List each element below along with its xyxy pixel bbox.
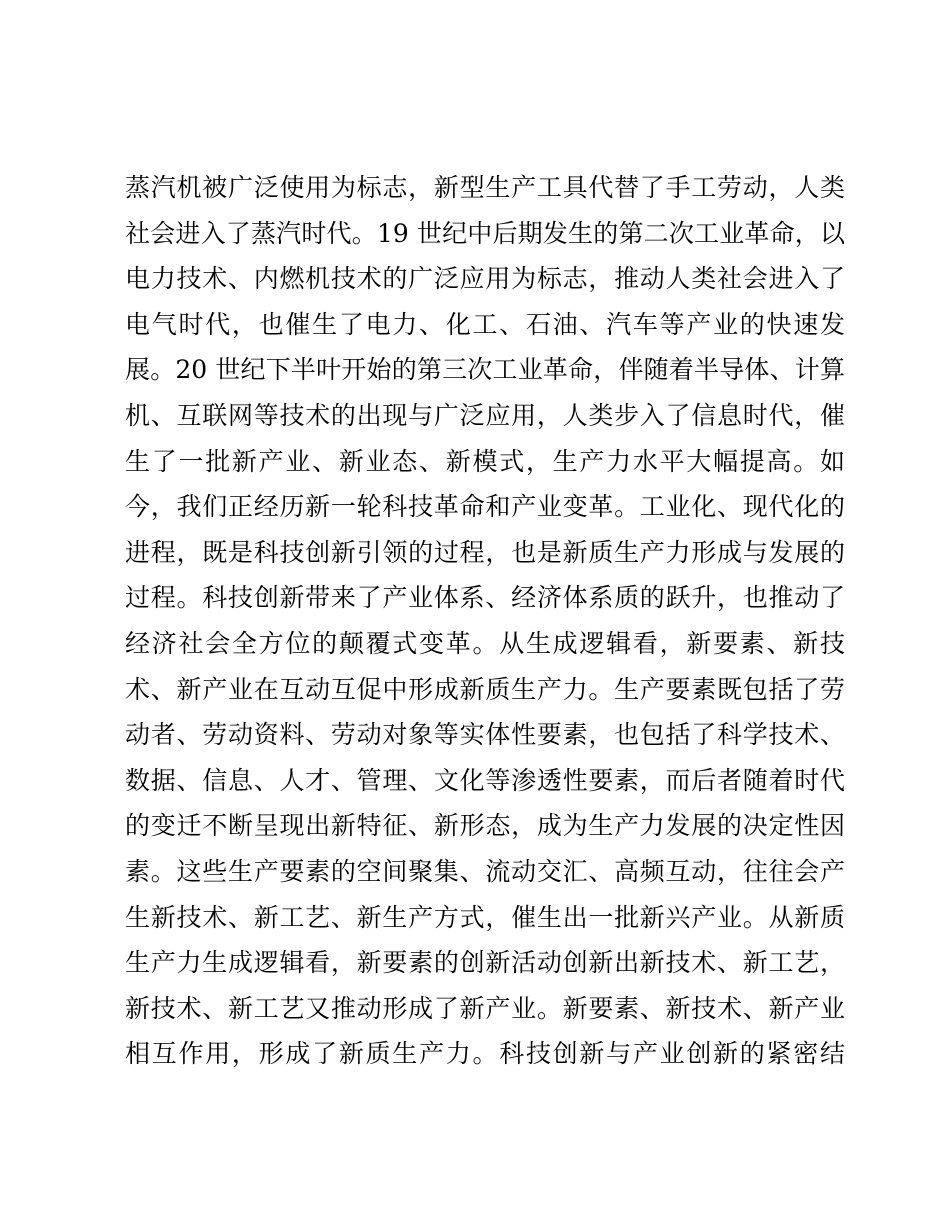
- text-line-12: 术、新产业在互动互促中形成新质生产力。生产要素既包括了劳: [125, 674, 845, 704]
- text-line-15: 的变迁不断呈现出新特征、新形态，成为生产力发展的决定性因: [125, 811, 845, 841]
- text-line-16: 素。这些生产要素的空间聚集、流动交汇、高频互动，往往会产: [125, 856, 845, 886]
- text-line-4: 电气时代，也催生了电力、化工、石油、汽车等产业的快速发: [125, 309, 845, 339]
- text-line-13: 动者、劳动资料、劳动对象等实体性要素，也包括了科学技术、: [125, 720, 845, 750]
- text-line-2: 社会进入了蒸汽时代。19 世纪中后期发生的第二次工业革命，以: [125, 218, 845, 248]
- text-line-11: 经济社会全方位的颠覆式变革。从生成逻辑看，新要素、新技: [125, 628, 845, 658]
- text-line-10: 过程。科技创新带来了产业体系、经济体系质的跃升，也推动了: [125, 583, 845, 613]
- text-line-3: 电力技术、内燃机技术的广泛应用为标志，推动人类社会进入了: [125, 264, 845, 294]
- text-line-17: 生新技术、新工艺、新生产方式，催生出一批新兴产业。从新质: [125, 902, 845, 932]
- text-line-9: 进程，既是科技创新引领的过程，也是新质生产力形成与发展的: [125, 537, 845, 567]
- text-line-1: 蒸汽机被广泛使用为标志，新型生产工具代替了手工劳动，人类: [125, 173, 845, 202]
- text-line-8: 今，我们正经历新一轮科技革命和产业变革。工业化、现代化的: [125, 492, 845, 522]
- text-line-14: 数据、信息、人才、管理、文化等渗透性要素，而后者随着时代: [125, 765, 845, 795]
- body-paragraph: [125, 165, 845, 1077]
- text-line-6: 机、互联网等技术的出现与广泛应用，人类步入了信息时代，催: [125, 400, 845, 430]
- text-line-20: 相互作用，形成了新质生产力。科技创新与产业创新的紧密结: [125, 1039, 845, 1069]
- text-line-19: 新技术、新工艺又推动形成了新产业。新要素、新技术、新产业: [125, 993, 845, 1023]
- text-line-18: 生产力生成逻辑看，新要素的创新活动创新出新技术、新工艺，: [125, 948, 845, 978]
- text-line-7: 生了一批新产业、新业态、新模式，生产力水平大幅提高。如: [125, 446, 845, 476]
- text-line-5: 展。20 世纪下半叶开始的第三次工业革命，伴随着半导体、计算: [125, 355, 845, 385]
